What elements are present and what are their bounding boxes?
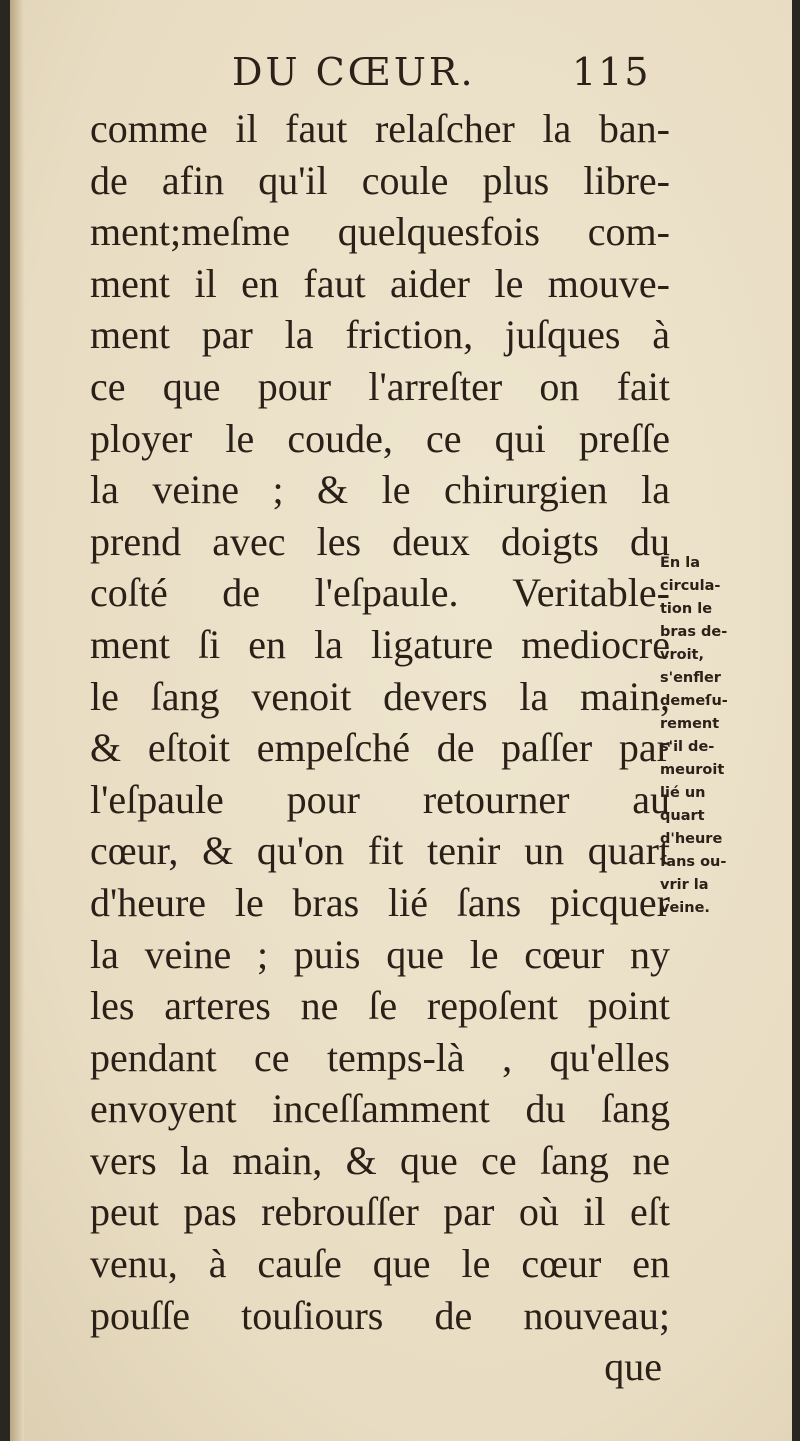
text-line: ment;meſme quelquesfois com- xyxy=(90,209,670,255)
text-line: venu, à cauſe que le cœur en xyxy=(90,1241,670,1287)
margin-note-line: bras de- xyxy=(660,624,728,640)
text-line: ment il en faut aider le mouve- xyxy=(90,260,670,306)
text-line: vers la main, & que ce ſang ne xyxy=(90,1137,670,1183)
text-line: pouſſe touſiours de nouveau; xyxy=(90,1292,670,1338)
text-line: envoyent inceſſamment du ſang xyxy=(90,1086,670,1132)
text-line: cœur, & qu'on fit tenir un quart xyxy=(90,828,670,874)
text-line: d'heure le bras lié ſans picquer xyxy=(90,879,670,925)
text-line: & eſtoit empeſché de paſſer par xyxy=(90,725,670,771)
margin-note-line: ſans ou- xyxy=(660,854,727,870)
margin-note-line: vroit, xyxy=(660,647,704,663)
text-line: comme il faut relaſcher la ban- xyxy=(90,106,670,151)
margin-note-line: En la xyxy=(660,555,701,571)
text-line: ment par la friction, juſques à xyxy=(90,312,670,358)
margin-note-line: demeſu- xyxy=(660,693,728,709)
text-line: la veine ; puis que le cœur ny xyxy=(90,931,670,977)
margin-note-line: quart xyxy=(660,808,705,824)
margin-note-line: lié un xyxy=(660,785,706,801)
text-line: la veine ; & le chirurgien la xyxy=(90,467,670,513)
margin-note-line: s'il de- xyxy=(660,739,715,755)
margin-note-line: vrir la xyxy=(660,877,709,893)
catchword: que xyxy=(604,1344,662,1390)
margin-note-line: circula- xyxy=(660,578,721,594)
margin-note-line: meuroit xyxy=(660,762,725,778)
page-header xyxy=(10,42,792,102)
text-line: pendant ce temps-là , qu'elles xyxy=(90,1034,670,1080)
text-line: ment ſi en la ligature mediocre xyxy=(90,621,670,667)
text-line: prend avec les deux doigts du xyxy=(90,518,670,564)
text-line: les arteres ne ſe repoſent point xyxy=(90,983,670,1029)
text-line: l'eſpaule pour retourner au xyxy=(90,776,670,822)
text-line: coſté de l'eſpaule. Veritable- xyxy=(90,570,670,616)
text-line: de afin qu'il coule plus libre- xyxy=(90,157,670,203)
margin-note-line: d'heure xyxy=(660,831,723,847)
page-gutter xyxy=(10,0,24,1441)
margin-note-line: s'enfler xyxy=(660,670,721,686)
text-line: peut pas rebrouſſer par où il eſt xyxy=(90,1189,670,1235)
margin-note xyxy=(660,552,746,920)
margin-note-line: veine. xyxy=(660,900,710,916)
running-title: DU CŒUR. xyxy=(232,50,476,94)
text-line: le ſang venoit devers la main, xyxy=(90,673,670,719)
margin-note-line: rement xyxy=(660,716,720,732)
body-text xyxy=(90,103,670,1393)
page-number: 115 xyxy=(572,50,651,94)
margin-note-line: tion le xyxy=(660,601,713,617)
book-page xyxy=(10,0,792,1441)
text-line: ce que pour l'arreſter on fait xyxy=(90,363,670,409)
text-line: ployer le coude, ce qui preſſe xyxy=(90,415,670,461)
